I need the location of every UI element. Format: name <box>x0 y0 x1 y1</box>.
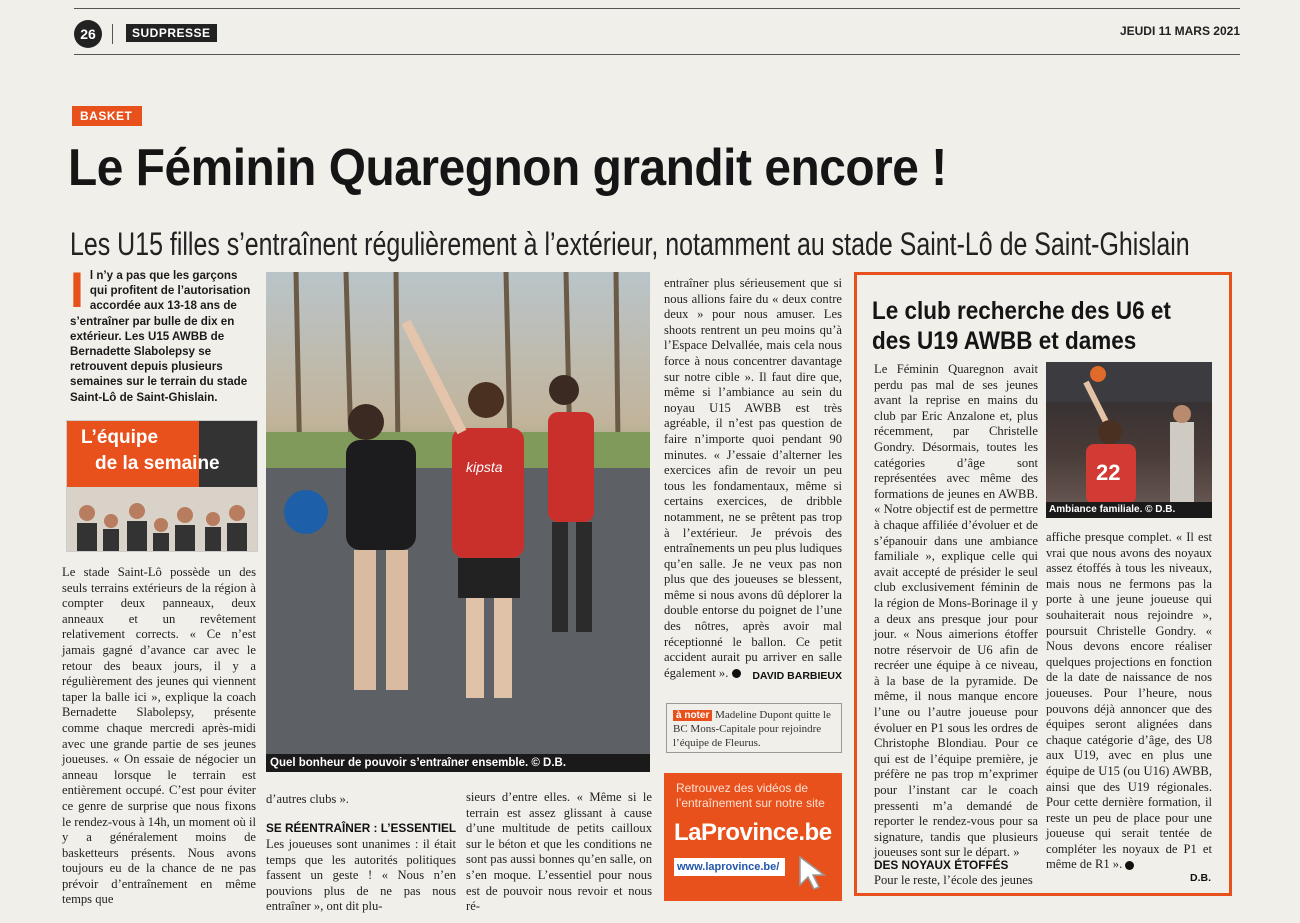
sidebar-column-2 <box>1046 530 1212 870</box>
section-kicker: BASKET <box>72 106 142 126</box>
sidebar-end-mark-icon <box>1125 861 1134 870</box>
section-heading: SE RÉENTRAÎNER : L’ESSENTIEL <box>266 821 457 835</box>
headline: Le Féminin Quaregnon grandit encore ! <box>68 139 947 197</box>
byline: DAVID BARBIEUX <box>752 670 842 682</box>
main-photo <box>266 272 650 770</box>
ad-brand: LaProvince.be <box>674 819 832 846</box>
masthead-rule <box>74 54 1240 55</box>
drop-cap: I <box>70 262 84 318</box>
note-text: Madeline Dupont quitte le BC Mons-Capitale pour rejoindre l’équipe de Fleurus. <box>673 709 831 749</box>
team-box-title-line2: de la semaine <box>95 453 220 474</box>
laprovince-ad[interactable] <box>664 773 842 901</box>
team-box-title-line1: L’équipe <box>81 427 159 448</box>
team-photo-illustration <box>67 421 257 551</box>
note-tag: à noter <box>673 710 712 721</box>
article-column-2-top: d’autres clubs ». <box>266 792 349 806</box>
sidebar-column-1-tail: Pour le reste, l’école des jeunes <box>874 873 1033 887</box>
lead-text: l n’y a pas que les garçons qui profitent de l’autorisation accordée aux 13-18 ans de s’entraîner par bulle de dix en extérieur. Les U15 AWBB de Bernadette Slabolepsy se retrouvent depuis plusieurs semaines sur le terrain du stade Saint-Lô de Saint-Ghislain. <box>70 269 251 404</box>
cursor-icon <box>796 853 836 893</box>
ad-tagline: Retrouvez des vidéos de l’entraînement sur notre site <box>676 781 825 810</box>
team-of-the-week-box <box>66 420 258 552</box>
article-column-2: Les joueuses sont unanimes : il était temps que les autorités politiques fassent un geste ! « Nous n’en pouvions plus de ne pas nous entraîner », ont dit plu- <box>266 837 456 914</box>
family-atmosphere-illustration <box>1046 362 1212 518</box>
sidebar-column-1-continued <box>874 522 1038 844</box>
sidebar-column-1-text: Le Féminin Quaregnon avait perdu pas mal de ses jeunes avant la reprise en mains du club par Eric Anzalone et, plus récemment, par Christelle Gondry. Désormais, toutes les catégories d’âge sont représentées avec même des formations de jeunes en AWBB. « Notre objectif est de permettre à chaque affiliée d’évoluer et de s’épanouir dans une ambiance familiale », explique celle qui avait accepté de présider le seul club exclusivement féminin de la région de Mons-Borinage il y a deux ans presque jour pour jour. « Nous aimerions étoffer notre réservoir de U6 afin de recréer une équipe à ce niveau, à la base de la pyramide. De même, il nous manque encore l’une ou l’autre joueuse pour évoluer en P1 sous les ordres de Christophe Blondiau. Pour ce qui est de l’équipe première, je préfère ne pas trop m’exprimer pour l’instant car le coach pressenti m’a demandé de reporter le rendez-vous pour sa signature, tandis que plusieurs joueuses sont sur le départ. » <box>874 362 1038 860</box>
article-column-1: Le stade Saint-Lô possède un des seuls terrains extérieurs de la région à compter deux panneaux, deux anneaux et un revêtement relativement corrects. « Ce n’est jamais gagné d’avance car avec le retour des beaux jours, il y a régulièrement des jeunes qui viennent taper la balle ici », explique la coach Bernadette Slabolepsy, présente comme chaque mercredi après-midi avec une grande partie de ses jeunes joueuses. « On essaie de négocier un anneau lorsque le terrain est entièrement occupé. C’est pour éviter ce genre de surprise que nous fixons le rendez-vous à 14h, un moment où il y a généralement moins de basketteurs présents. Nous avons toujours eu de la chance de ne pas prévoir d’entraînement en même temps que <box>62 565 256 907</box>
jersey-text: kipsta <box>466 459 503 475</box>
subheadline: Les U15 filles s’entraînent régulièrement à l’extérieur, notamment au stade Saint-Lô de Saint-Ghislain <box>70 226 1190 262</box>
end-mark-icon <box>732 669 741 678</box>
top-rule <box>74 8 1240 9</box>
column-4-text: entraîner plus sérieusement que si nous allions faire du « deux contre deux » pour nous amuser. Les shoots rentrent un peu moins qu’à l’Espace Delvallée, mais cela nous force à nous concentrer davantage sur notre cible ». Il faut dire que, même si l’ambiance au sein du noyau U15 AWBB est très agréable, il n’est pas question de faire n’importe quoi pendant 90 minutes. « J’essaie d’alterner les exercices afin de revoir un peu tous les fondamentaux, même si certains exercices, de dribble notamment, ne se prêtent pas trop à l’extérieur. Je prévois des entraînements un peu plus ludiques qu’en salle. Je ne veux pas non plus que des joueuses se blessent, même si nous avons dû déplorer la double entorse du poignet de l’une des nôtres, après avoir mal réceptionné le ballon. Ce petit accident aurait pu arriver en salle également ». <box>664 276 842 680</box>
sidebar-photo <box>1046 362 1212 518</box>
issue-date: JEUDI 11 MARS 2021 <box>1119 24 1240 38</box>
sidebar-column-2-text: affiche presque complet. « Il est vrai que nous avons des noyaux assez étoffés à tous les niveaux, mais nous ne fermons pas la porte à une jeune joueuse qui souhaiterait nous rejoindre », poursuit Christelle Gondry. « Nous devons encore réaliser quelques projections en fonction de la date de naissance de nos joueuses. Pour l’heure, nous pouvons déjà annoncer que des équipes seront alignées dans chaque catégorie d’âge, des U8 aux U19, avec en plus une équipe de U15 (ou U16) AWBB, ainsi que des U19 régionales. Pour cette dernière formation, il reste un peu de place pour une joueuse qui serait tentée de compléter les noyaux de P1 et même de R1 ». <box>1046 530 1212 872</box>
page-number: 26 <box>74 20 102 48</box>
jersey-number: 22 <box>1096 460 1121 485</box>
sidebar-title: Le club recherche des U6 et des U19 AWBB et dames <box>872 297 1171 355</box>
brand-logo: SUDPRESSE <box>126 24 217 42</box>
main-photo-caption: Quel bonheur de pouvoir s’entraîner ensemble. © D.B. <box>266 754 650 772</box>
basketball-players-illustration <box>266 272 650 770</box>
note-box <box>666 703 842 753</box>
sidebar-photo-caption: Ambiance familiale. © D.B. <box>1046 502 1212 518</box>
sidebar-column-1-top <box>874 362 1038 860</box>
sidebar-signature: D.B. <box>1190 872 1211 884</box>
ad-url-link[interactable]: www.laprovince.be/ <box>674 858 785 876</box>
article-column-3: sieurs d’entre elles. « Même si le terrain est assez glissant à cause d’une multitude de petits cailloux sur le béton et que les conditions ne sont pas aussi bonnes qu’en salle, on s’en moque. L’essentiel pour nous est de pouvoir nous revoir et nous ré- <box>466 790 652 914</box>
masthead-divider <box>112 24 113 44</box>
article-lead <box>70 262 256 405</box>
sidebar-section-heading: DES NOYAUX ÉTOFFÉS <box>874 858 1009 872</box>
